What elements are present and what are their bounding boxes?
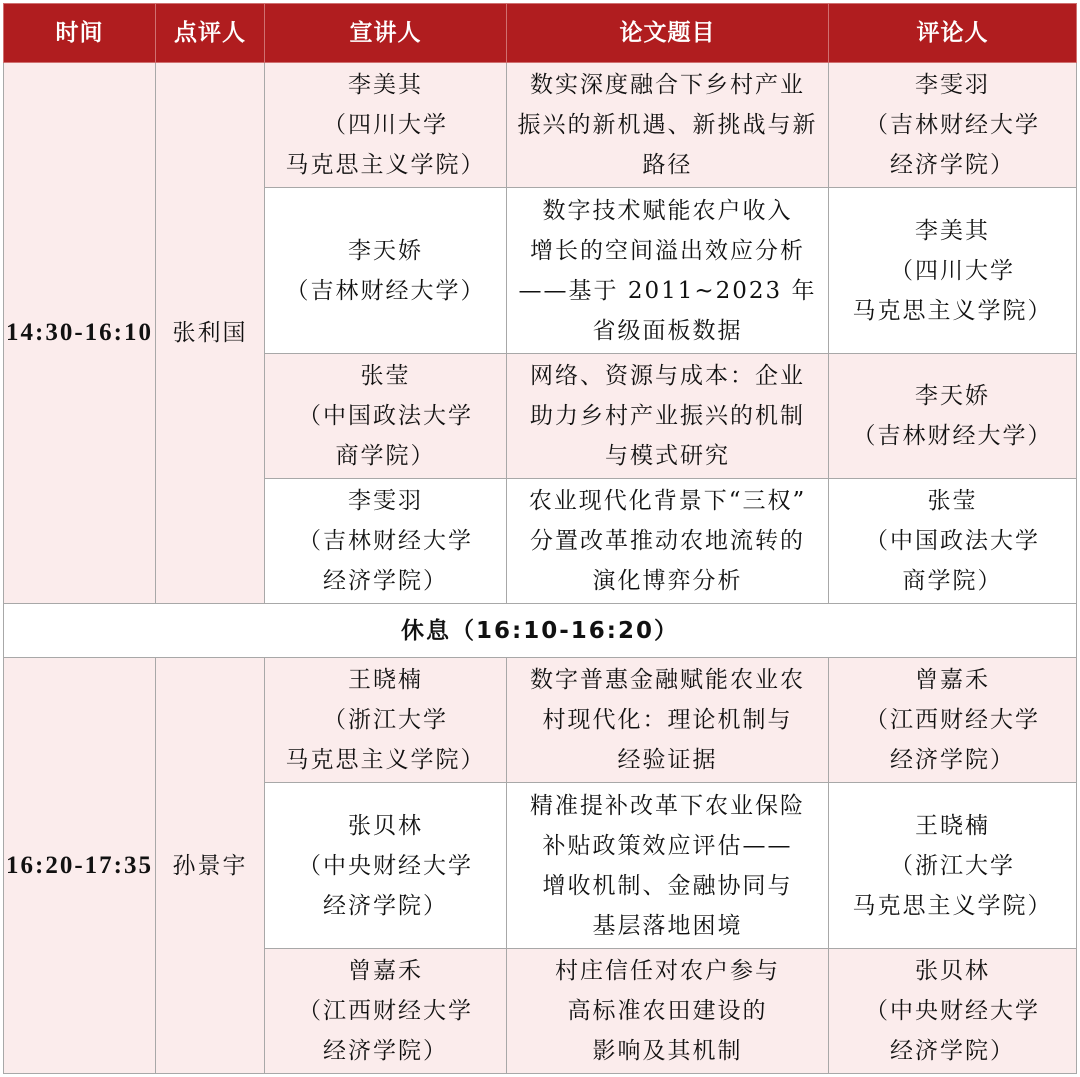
speaker-name: 张贝林 bbox=[348, 812, 423, 839]
paper-title-line: 助力乡村产业振兴的机制 bbox=[530, 403, 805, 429]
paper-title-line: 振兴的新机遇、新挑战与新 bbox=[517, 112, 818, 138]
speaker-affiliation: 商学院） bbox=[335, 443, 436, 469]
paper-title-cell bbox=[507, 658, 829, 783]
discussant-name: 曾嘉禾 bbox=[915, 667, 990, 693]
paper-title-line: ——基于 2011~2023 年 bbox=[518, 277, 817, 304]
header-discussant: 评论人 bbox=[829, 4, 1077, 63]
paper-title-line: 网络、资源与成本：企业 bbox=[530, 363, 805, 389]
discussant-name: 李天娇 bbox=[915, 383, 990, 409]
speaker-cell bbox=[265, 188, 507, 354]
paper-title-cell bbox=[507, 783, 829, 949]
discussant-name: 张莹 bbox=[927, 488, 978, 514]
speaker-name: 曾嘉禾 bbox=[348, 958, 423, 984]
speaker-affiliation: 经济学院） bbox=[323, 1038, 448, 1064]
speaker-affiliation: （浙江大学 bbox=[323, 707, 448, 733]
speaker-cell bbox=[265, 63, 507, 188]
header-row bbox=[4, 4, 1077, 63]
paper-title-cell bbox=[507, 63, 829, 188]
discussant-name: 张贝林 bbox=[915, 958, 990, 984]
paper-title-line: 演化博弈分析 bbox=[592, 568, 743, 594]
discussant-cell bbox=[829, 949, 1077, 1074]
speaker-name: 李美其 bbox=[348, 72, 423, 98]
speaker-name: 张莹 bbox=[360, 363, 411, 389]
speaker-affiliation: 马克思主义学院） bbox=[285, 152, 486, 178]
discussant-affiliation: 经济学院） bbox=[890, 152, 1015, 178]
paper-title-line: 影响及其机制 bbox=[592, 1038, 743, 1064]
speaker-affiliation: 经济学院） bbox=[323, 892, 448, 919]
paper-title-line: 农业现代化背景下“三权” bbox=[528, 488, 807, 514]
discussant-affiliation: 商学院） bbox=[902, 568, 1003, 594]
discussant-name: 王晓楠 bbox=[915, 812, 990, 839]
paper-title-cell bbox=[507, 949, 829, 1074]
discussant-cell bbox=[829, 479, 1077, 604]
paper-title-line: 村庄信任对农户参与 bbox=[555, 958, 780, 984]
speaker-affiliation: （中央财经大学 bbox=[298, 852, 473, 879]
speaker-affiliation: 马克思主义学院） bbox=[285, 747, 486, 773]
speaker-cell bbox=[265, 479, 507, 604]
break-label: 休息（16:10-16:20） bbox=[4, 604, 1077, 658]
paper-title-line: 村现代化：理论机制与 bbox=[542, 707, 793, 733]
paper-title-line: 增收机制、金融协同与 bbox=[542, 872, 793, 899]
header-time: 时间 bbox=[4, 4, 156, 63]
session2-reviewer: 孙景宇 bbox=[156, 658, 265, 1074]
speaker-affiliation: （吉林财经大学） bbox=[285, 277, 486, 304]
header-speaker: 宣讲人 bbox=[265, 4, 507, 63]
paper-title-line: 精准提补改革下农业保险 bbox=[530, 792, 805, 819]
speaker-name: 王晓楠 bbox=[348, 667, 423, 693]
paper-title-cell bbox=[507, 188, 829, 354]
discussant-cell bbox=[829, 63, 1077, 188]
paper-title-line: 数字普惠金融赋能农业农 bbox=[530, 667, 805, 693]
discussant-affiliation: 马克思主义学院） bbox=[852, 892, 1053, 919]
discussant-affiliation: 经济学院） bbox=[890, 1038, 1015, 1064]
session1-time: 14:30-16:10 bbox=[4, 63, 156, 604]
session1-reviewer: 张利国 bbox=[156, 63, 265, 604]
discussant-affiliation: （吉林财经大学 bbox=[865, 112, 1040, 138]
speaker-affiliation: （四川大学 bbox=[323, 112, 448, 138]
table-row bbox=[4, 658, 1077, 783]
speaker-cell bbox=[265, 783, 507, 949]
speaker-cell bbox=[265, 354, 507, 479]
schedule-table bbox=[3, 3, 1077, 1074]
header-paper: 论文题目 bbox=[507, 4, 829, 63]
paper-title-line: 补贴政策效应评估—— bbox=[542, 832, 793, 859]
discussant-cell bbox=[829, 354, 1077, 479]
paper-title-line: 增长的空间溢出效应分析 bbox=[530, 237, 805, 264]
discussant-affiliation: （中国政法大学 bbox=[865, 528, 1040, 554]
discussant-cell bbox=[829, 783, 1077, 949]
header-reviewer: 点评人 bbox=[156, 4, 265, 63]
discussant-cell bbox=[829, 188, 1077, 354]
session2-time: 16:20-17:35 bbox=[4, 658, 156, 1074]
speaker-affiliation: （吉林财经大学 bbox=[298, 528, 473, 554]
discussant-affiliation: （江西财经大学 bbox=[865, 707, 1040, 733]
speaker-cell bbox=[265, 949, 507, 1074]
paper-title-line: 经验证据 bbox=[617, 747, 718, 773]
discussant-affiliation: （中央财经大学 bbox=[865, 998, 1040, 1024]
speaker-affiliation: （中国政法大学 bbox=[298, 403, 473, 429]
paper-title-line: 数实深度融合下乡村产业 bbox=[530, 72, 805, 98]
paper-title-line: 数字技术赋能农户收入 bbox=[542, 197, 793, 224]
paper-title-line: 基层落地困境 bbox=[592, 912, 743, 939]
speaker-cell bbox=[265, 658, 507, 783]
discussant-name: 李美其 bbox=[915, 217, 990, 244]
paper-title-line: 路径 bbox=[642, 152, 693, 178]
paper-title-line: 分置改革推动农地流转的 bbox=[530, 528, 805, 554]
speaker-name: 李雯羽 bbox=[348, 488, 423, 514]
paper-title-cell bbox=[507, 354, 829, 479]
discussant-affiliation: 马克思主义学院） bbox=[852, 297, 1053, 324]
discussant-affiliation: （吉林财经大学） bbox=[852, 423, 1053, 449]
paper-title-line: 与模式研究 bbox=[605, 443, 730, 469]
discussant-name: 李雯羽 bbox=[915, 72, 990, 98]
speaker-affiliation: （江西财经大学 bbox=[298, 998, 473, 1024]
paper-title-line: 高标准农田建设的 bbox=[567, 998, 768, 1024]
discussant-affiliation: 经济学院） bbox=[890, 747, 1015, 773]
break-row bbox=[4, 604, 1077, 658]
table-row bbox=[4, 63, 1077, 188]
paper-title-line: 省级面板数据 bbox=[592, 317, 743, 344]
discussant-affiliation: （四川大学 bbox=[890, 257, 1015, 284]
speaker-name: 李天娇 bbox=[348, 237, 423, 264]
discussant-affiliation: （浙江大学 bbox=[890, 852, 1015, 879]
discussant-cell bbox=[829, 658, 1077, 783]
paper-title-cell bbox=[507, 479, 829, 604]
speaker-affiliation: 经济学院） bbox=[323, 568, 448, 594]
